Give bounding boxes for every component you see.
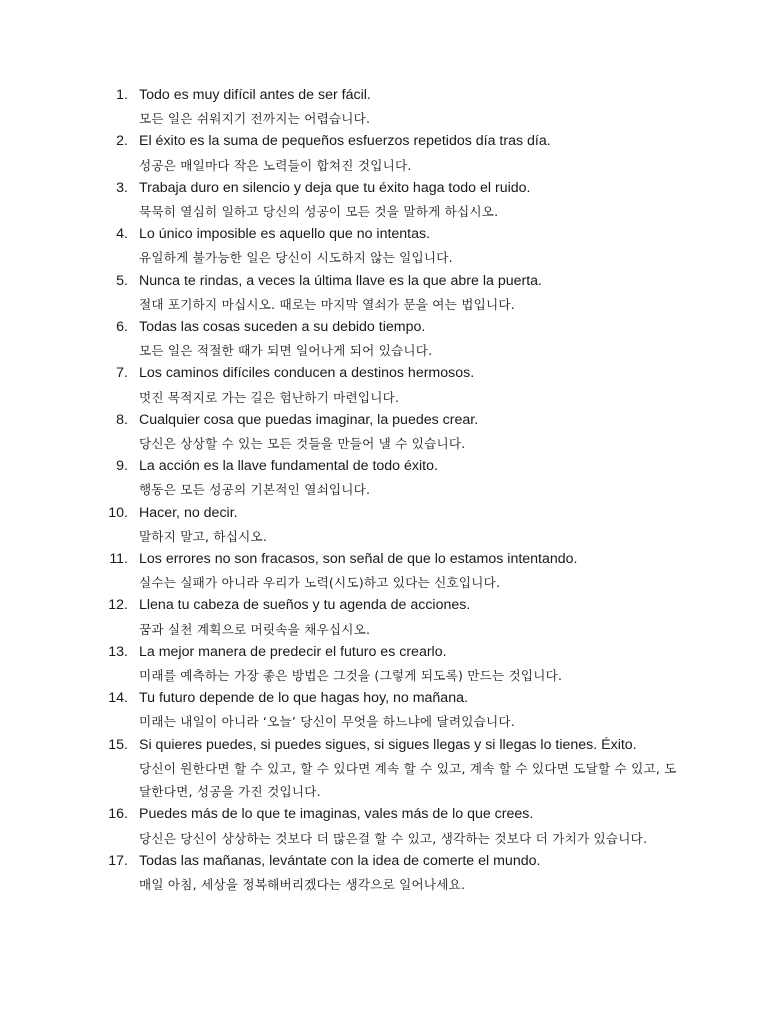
item-number: 5.	[116, 272, 128, 289]
item-number: 10.	[108, 504, 128, 521]
list-item	[0, 223, 768, 269]
korean-translation: 멋진 목적지로 가는 길은 험난하기 마련입니다.	[139, 389, 400, 405]
korean-translation: 미래를 예측하는 가장 좋은 방법은 그것을 (그렇게 되도록) 만드는 것입니다.	[139, 668, 563, 684]
korean-translation: 당신이 원한다면 할 수 있고, 할 수 있다면 계속 할 수 있고, 계속 할 수 있다면 도달할 수 있고, 도달한다면, 성공을 가진 것입니다.	[139, 760, 677, 800]
spanish-quote: Puedes más de lo que te imaginas, vales más de lo que crees.	[139, 806, 534, 823]
list-item	[0, 455, 768, 501]
item-number: 3.	[116, 179, 128, 196]
spanish-quote: Llena tu cabeza de sueños y tu agenda de acciones.	[139, 597, 471, 614]
list-item	[0, 641, 768, 687]
spanish-quote: Nunca te rindas, a veces la última llave es la que abre la puerta.	[139, 272, 542, 289]
korean-translation: 모든 일은 쉬워지기 전까지는 어렵습니다.	[139, 111, 371, 127]
spanish-quote: Hacer, no decir.	[139, 504, 238, 521]
spanish-quote: Todas las mañanas, levántate con la idea de comerte el mundo.	[139, 852, 541, 869]
item-number: 6.	[116, 319, 128, 336]
item-number: 14.	[108, 690, 128, 707]
item-number: 1.	[116, 87, 128, 103]
spanish-quote: Los errores no son fracasos, son señal de que lo estamos intentando.	[139, 551, 578, 568]
korean-translation: 꿈과 실천 계획으로 머릿속을 채우십시오.	[139, 621, 371, 637]
list-item	[0, 362, 768, 408]
item-number: 16.	[108, 806, 128, 823]
korean-translation: 미래는 내일이 아니라 ‘오늘’ 당신이 무엇을 하느냐에 달려있습니다.	[139, 714, 515, 730]
korean-translation: 당신은 상상할 수 있는 모든 것들을 만들어 낼 수 있습니다.	[139, 436, 466, 452]
spanish-quote: Los caminos difíciles conducen a destinos hermosos.	[139, 365, 475, 382]
list-item	[0, 594, 768, 640]
korean-translation: 실수는 실패가 아니라 우리가 노력(시도)하고 있다는 신호입니다.	[139, 575, 501, 591]
korean-translation: 묵묵히 열심히 일하고 당신의 성공이 모든 것을 말하게 하십시오.	[139, 204, 499, 220]
list-item	[0, 409, 768, 455]
list-item	[0, 130, 768, 176]
korean-translation: 모든 일은 적절한 때가 되면 일어나게 되어 있습니다.	[139, 343, 433, 359]
korean-translation: 성공은 매일마다 작은 노력들이 합쳐진 것입니다.	[139, 157, 412, 173]
list-item	[0, 177, 768, 223]
item-number: 15.	[108, 736, 128, 753]
spanish-quote: La mejor manera de predecir el futuro es crearlo.	[139, 643, 447, 660]
document-page	[0, 84, 768, 896]
item-number: 17.	[108, 852, 128, 869]
item-number: 11.	[109, 551, 128, 568]
list-item	[0, 502, 768, 548]
spanish-quote: El éxito es la suma de pequeños esfuerzos repetidos día tras día.	[139, 133, 551, 150]
spanish-quote: Trabaja duro en silencio y deja que tu éxito haga todo el ruido.	[139, 179, 531, 196]
korean-translation: 당신은 당신이 상상하는 것보다 더 많은걸 할 수 있고, 생각하는 것보다 더 가치가 있습니다.	[139, 830, 648, 846]
spanish-quote: Tu futuro depende de lo que hagas hoy, no mañana.	[139, 690, 468, 707]
quote-list	[0, 84, 768, 896]
korean-translation: 매일 아침, 세상을 정복해버리겠다는 생각으로 일어나세요.	[139, 876, 466, 892]
list-item	[0, 687, 768, 733]
list-item	[0, 316, 768, 362]
list-item	[0, 734, 768, 804]
item-number: 2.	[116, 133, 128, 150]
list-item	[0, 850, 768, 896]
korean-translation: 절대 포기하지 마십시오. 때로는 마지막 열쇠가 문을 여는 법입니다.	[139, 296, 515, 312]
spanish-quote: Todas las cosas suceden a su debido tiempo.	[139, 319, 426, 336]
spanish-quote: La acción es la llave fundamental de todo éxito.	[139, 458, 438, 475]
spanish-quote: Todo es muy difícil antes de ser fácil.	[139, 87, 371, 103]
item-number: 12.	[108, 597, 128, 614]
list-item	[0, 270, 768, 316]
list-item	[0, 548, 768, 594]
spanish-quote: Cualquier cosa que puedas imaginar, la puedes crear.	[139, 411, 479, 428]
item-number: 8.	[116, 411, 128, 428]
spanish-quote: Lo único imposible es aquello que no intentas.	[139, 226, 431, 243]
item-number: 7.	[116, 365, 128, 382]
item-number: 13.	[108, 643, 128, 660]
korean-translation: 행동은 모든 성공의 기본적인 열쇠입니다.	[139, 482, 371, 498]
list-item	[0, 803, 768, 849]
item-number: 4.	[116, 226, 128, 243]
list-item	[0, 84, 768, 130]
spanish-quote: Si quieres puedes, si puedes sigues, si sigues llegas y si llegas lo tienes. Éxito.	[139, 736, 637, 753]
korean-translation: 말하지 말고, 하십시오.	[139, 528, 268, 544]
korean-translation: 유일하게 불가능한 일은 당신이 시도하지 않는 일입니다.	[139, 250, 453, 266]
item-number: 9.	[116, 458, 128, 475]
